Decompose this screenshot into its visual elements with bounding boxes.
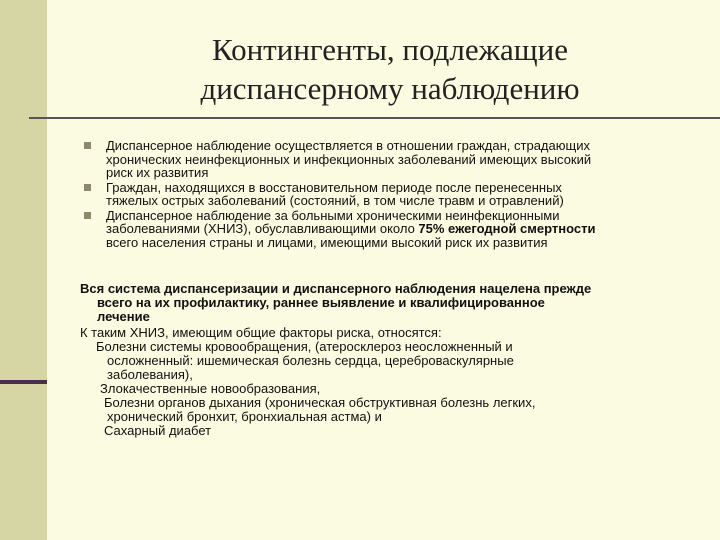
bullet-text-prefix: заболеваниями (ХНИЗ), обуславливающими около xyxy=(106,221,419,236)
bullet-text-line: Диспансерное наблюдение осуществляется в отношении граждан, страдающих xyxy=(106,138,590,153)
bullet-text-line: хронических неинфекционных и инфекционных заболеваний имеющих высокий xyxy=(106,151,592,167)
bullet-item-2 xyxy=(84,181,694,208)
strip-accent-bar xyxy=(0,380,47,384)
title-line-2: диспансерному наблюдению xyxy=(200,71,580,106)
bullet-text-line-mixed xyxy=(106,222,694,236)
bullet-text-line: риск их развития xyxy=(106,165,209,180)
bullet-text-line: всего населения страны и лицами, имеющими высокий риск их развития xyxy=(106,234,548,250)
system-paragraph-line-2: всего на их профилактику, раннее выявление и квалифицированное xyxy=(97,295,545,310)
disease-circulatory-line-1: Болезни системы кровообращения, (атеросклероз неосложненный и xyxy=(96,339,513,354)
disease-circulatory-line-3: заболевания), xyxy=(107,367,193,382)
left-decorative-strip xyxy=(0,0,47,540)
disease-respiratory-line-2: хронический бронхит, бронхиальная астма) и xyxy=(107,409,382,424)
disease-respiratory-line-1: Болезни органов дыхания (хроническая обструктивная болезнь легких, xyxy=(104,395,536,410)
page-title xyxy=(110,30,670,108)
risk-intro: К таким ХНИЗ, имеющим общие факторы риска, относятся: xyxy=(80,325,442,340)
system-paragraph-line-1: Вся система диспансеризации и диспансерного наблюдения нацелена прежде xyxy=(80,281,592,296)
body-text-block xyxy=(80,282,700,438)
title-divider xyxy=(29,117,720,119)
disease-circulatory-line-2: осложненный: ишемическая болезнь сердца, цереброваскулярные xyxy=(107,353,514,368)
bullet-item-3 xyxy=(84,209,694,250)
bullet-text-line: Диспансерное наблюдение за больными хроническими неинфекционными xyxy=(106,207,560,223)
bullet-item-1 xyxy=(84,139,694,180)
disease-neoplasms: Злокачественные новообразования, xyxy=(100,381,321,396)
square-bullet-icon xyxy=(84,184,91,191)
title-line-1: Контингенты, подлежащие xyxy=(211,32,569,67)
bullet-list xyxy=(84,139,694,250)
system-paragraph-line-3: лечение xyxy=(97,309,150,324)
mortality-highlight: 75% ежегодной смертности xyxy=(418,221,596,236)
disease-diabetes: Сахарный диабет xyxy=(104,423,212,438)
square-bullet-icon xyxy=(84,142,91,149)
bullet-text-line: Граждан, находящихся в восстановительном периоде после перенесенных xyxy=(106,179,562,195)
bullet-text-line: тяжелых острых заболеваний (состояний, в том числе травм и отравлений) xyxy=(106,193,564,208)
square-bullet-icon xyxy=(84,212,91,219)
